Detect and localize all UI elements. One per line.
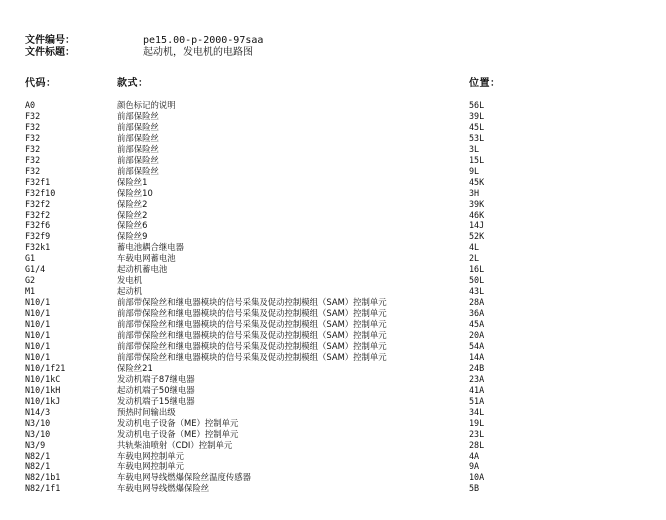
doc-title: 起动机，发电机的电路图 [143, 47, 253, 58]
table-row [0, 308, 666, 319]
table-row [0, 396, 666, 407]
table-row [0, 319, 666, 330]
table-row [0, 133, 666, 144]
row-code: N14/3 [25, 406, 51, 417]
row-name: 前部带保险丝和继电器模块的信号采集及促动控制模组（SAM）控制单元 [117, 330, 387, 341]
row-name: 前部保险丝 [117, 143, 159, 154]
row-code: G1/4 [25, 264, 46, 275]
table-row [0, 144, 666, 155]
row-position: 4L [469, 242, 480, 253]
row-code: F32f2 [25, 209, 51, 220]
row-code: F32 [25, 110, 41, 121]
row-code: F32f10 [25, 187, 56, 198]
row-code: F32k1 [25, 242, 51, 253]
row-name: 蓄电池耦合继电器 [117, 242, 184, 253]
row-name: 车载电网控制单元 [117, 461, 184, 472]
table-row [0, 407, 666, 418]
row-position: 39K [469, 198, 485, 209]
row-name: 保险丝10 [117, 187, 153, 198]
row-position: 54A [469, 340, 485, 351]
table-row [0, 166, 666, 177]
row-position: 43L [469, 286, 485, 297]
row-code: N10/1 [25, 351, 51, 362]
row-position: 2L [469, 253, 480, 264]
row-code: G2 [25, 275, 36, 286]
doc-number-label: 文件编号： [25, 35, 75, 46]
row-position: 45K [469, 176, 485, 187]
row-name: 保险丝1 [117, 176, 148, 187]
table-row [0, 451, 666, 462]
row-code: N10/1f21 [25, 362, 66, 373]
row-name: 保险丝9 [117, 231, 148, 242]
row-name: 发动机电子设备（ME）控制单元 [117, 417, 239, 428]
row-name: 前部带保险丝和继电器模块的信号采集及促动控制模组（SAM）控制单元 [117, 308, 387, 319]
row-name: 前部带保险丝和继电器模块的信号采集及促动控制模组（SAM）控制单元 [117, 297, 387, 308]
table-row [0, 440, 666, 451]
table-row [0, 461, 666, 472]
table-row [0, 231, 666, 242]
row-position: 3L [469, 143, 480, 154]
table-row [0, 429, 666, 440]
row-name: 起动机蓄电池 [117, 264, 168, 275]
row-name: 发动机端子87继电器 [117, 373, 195, 384]
table-row [0, 100, 666, 111]
row-name: 保险丝6 [117, 220, 148, 231]
table-row [0, 363, 666, 374]
row-code: N10/1 [25, 308, 51, 319]
table-row [0, 264, 666, 275]
row-code: F32 [25, 143, 41, 154]
row-name: 发电机 [117, 275, 143, 286]
row-position: 28A [469, 297, 485, 308]
row-position: 3H [469, 187, 480, 198]
doc-number: pe15.00-p-2000-97saa [143, 35, 264, 46]
row-code: N10/1 [25, 297, 51, 308]
row-name: 发动机端子15继电器 [117, 395, 195, 406]
row-position: 14A [469, 351, 485, 362]
doc-title-label: 文件标题： [25, 47, 75, 58]
row-code: F32 [25, 121, 41, 132]
row-position: 56L [469, 100, 485, 110]
row-name: 起动机端子50继电器 [117, 384, 195, 395]
row-position: 41A [469, 384, 485, 395]
row-name: 前部保险丝 [117, 132, 159, 143]
column-header-name: 款式： [117, 78, 149, 89]
row-name: 车载电网蓄电池 [117, 253, 176, 264]
row-code: N3/9 [25, 439, 46, 450]
row-position: 46K [469, 209, 485, 220]
row-name: 前部保险丝 [117, 121, 159, 132]
row-position: 20A [469, 330, 485, 341]
row-name: 前部保险丝 [117, 165, 159, 176]
row-position: 50L [469, 275, 485, 286]
row-code: A0 [25, 100, 36, 110]
row-position: 52K [469, 231, 485, 242]
table-row [0, 385, 666, 396]
row-position: 45L [469, 121, 485, 132]
table-row [0, 472, 666, 483]
column-header-position: 位置： [469, 78, 501, 89]
row-position: 9A [469, 461, 480, 472]
table-row [0, 122, 666, 133]
row-code: N82/1 [25, 450, 51, 461]
row-name: 保险丝2 [117, 209, 148, 220]
row-name: 保险丝21 [117, 362, 153, 373]
row-code: N82/1b1 [25, 472, 61, 483]
row-position: 4A [469, 450, 480, 461]
row-name: 前部带保险丝和继电器模块的信号采集及促动控制模组（SAM）控制单元 [117, 340, 387, 351]
row-position: 28L [469, 439, 485, 450]
row-position: 23A [469, 373, 485, 384]
row-code: F32f2 [25, 198, 51, 209]
row-code: N10/1 [25, 340, 51, 351]
row-position: 53L [469, 132, 485, 143]
row-position: 23L [469, 428, 485, 439]
table-row [0, 374, 666, 385]
table-row [0, 242, 666, 253]
row-code: N10/1kH [25, 384, 61, 395]
component-table [0, 100, 666, 494]
row-code: N10/1kJ [25, 395, 61, 406]
row-code: F32 [25, 132, 41, 143]
table-row [0, 275, 666, 286]
table-row [0, 188, 666, 199]
row-position: 19L [469, 417, 485, 428]
row-name: 起动机 [117, 286, 143, 297]
table-row [0, 177, 666, 188]
table-row [0, 418, 666, 429]
row-code: N3/10 [25, 417, 51, 428]
row-code: N10/1kC [25, 373, 61, 384]
row-code: N10/1 [25, 330, 51, 341]
row-code: F32f6 [25, 220, 51, 231]
table-row [0, 199, 666, 210]
row-code: N82/1f1 [25, 483, 61, 494]
row-name: 前部带保险丝和继电器模块的信号采集及促动控制模组（SAM）控制单元 [117, 351, 387, 362]
table-row [0, 352, 666, 363]
table-row [0, 210, 666, 221]
row-code: N3/10 [25, 428, 51, 439]
row-name: 车载电网导线燃爆保险丝温度传感器 [117, 472, 251, 483]
row-position: 9L [469, 165, 480, 176]
table-row [0, 155, 666, 166]
row-name: 发动机电子设备（ME）控制单元 [117, 428, 239, 439]
table-row [0, 483, 666, 494]
row-position: 34L [469, 406, 485, 417]
row-code: N82/1 [25, 461, 51, 472]
table-row [0, 341, 666, 352]
table-row [0, 330, 666, 341]
row-name: 预热时间输出级 [117, 406, 176, 417]
row-name: 前部保险丝 [117, 154, 159, 165]
row-name: 共轨柴油喷射（CDI）控制单元 [117, 439, 233, 450]
row-position: 10A [469, 472, 485, 483]
row-position: 5B [469, 483, 480, 494]
row-position: 16L [469, 264, 485, 275]
row-position: 15L [469, 154, 485, 165]
row-code: F32f1 [25, 176, 51, 187]
row-position: 24B [469, 362, 485, 373]
row-name: 保险丝2 [117, 198, 148, 209]
table-row [0, 286, 666, 297]
row-code: M1 [25, 286, 36, 297]
row-name: 前部保险丝 [117, 110, 159, 121]
row-position: 45A [469, 319, 485, 330]
row-name: 车载电网控制单元 [117, 450, 184, 461]
row-code: F32 [25, 165, 41, 176]
row-code: N10/1 [25, 319, 51, 330]
row-name: 前部带保险丝和继电器模块的信号采集及促动控制模组（SAM）控制单元 [117, 319, 387, 330]
table-row [0, 253, 666, 264]
row-position: 14J [469, 220, 485, 231]
column-header-code: 代码： [25, 78, 57, 89]
table-row [0, 220, 666, 231]
row-code: F32 [25, 154, 41, 165]
table-row [0, 297, 666, 308]
row-code: F32f9 [25, 231, 51, 242]
row-position: 51A [469, 395, 485, 406]
row-code: G1 [25, 253, 36, 264]
row-position: 36A [469, 308, 485, 319]
row-position: 39L [469, 110, 485, 121]
table-row [0, 111, 666, 122]
row-name: 颜色标记的说明 [117, 100, 176, 110]
row-name: 车载电网导线燃爆保险丝 [117, 483, 210, 494]
